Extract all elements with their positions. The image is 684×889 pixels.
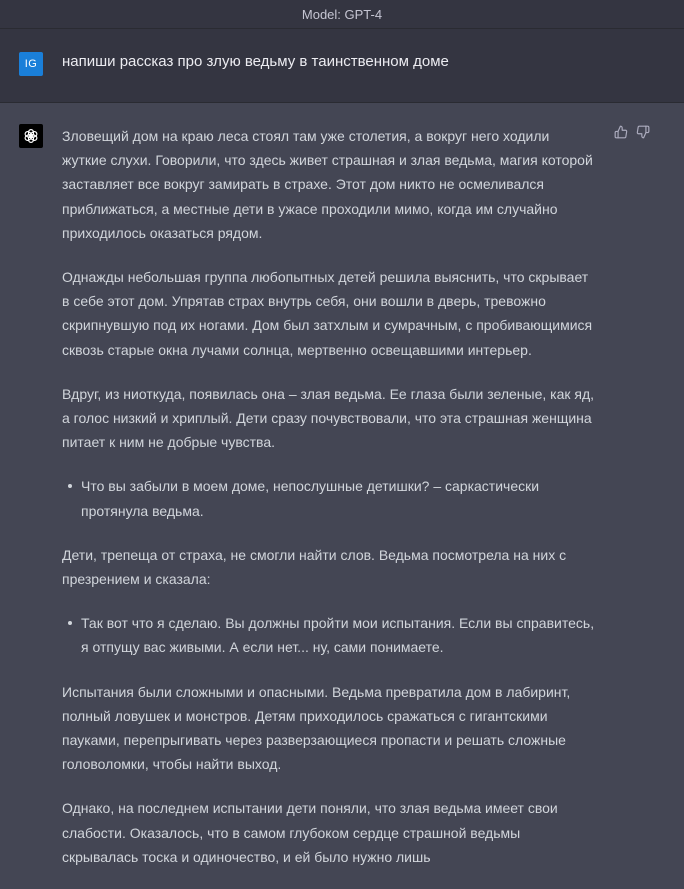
story-paragraph: Испытания были сложными и опасными. Ведьма превратила дом в лабиринт, полный ловушек и монстров. Детям приходилось сражаться с гигантскими пауками, перепрыгивать через разверзающиеся пропасти и решать сложные головоломки, чтобы найти выход. — [62, 683, 571, 773]
story-paragraph: Дети, трепеща от страха, не смогли найти слов. Ведьма посмотрела на них с презрением и сказала: — [62, 546, 567, 588]
story-paragraph: Зловещий дом на краю леса стоял там уже столетия, а вокруг него ходили жуткие слухи. Говорили, что здесь живет страшная и злая ведьма, магия которой заставляет все вокруг замирать в страхе. Этот дом никто не осмеливался приближаться, а местные дети в ужасе проходили мимо, когда им случайно приходилось оказаться рядом. — [62, 128, 593, 241]
thumbs-down-icon[interactable] — [636, 125, 650, 139]
model-label: Model: GPT-4 — [301, 6, 383, 22]
feedback-buttons — [614, 125, 650, 139]
model-bar — [0, 0, 684, 29]
assistant-message-content — [62, 124, 597, 889]
assistant-message — [0, 103, 684, 865]
story-paragraph: Однако, на последнем испытании дети поняли, что злая ведьма имеет свои слабости. Оказалось, что в самом глубоком сердце страшной ведьмы скрывалась тоска и одиночество, и ей было нужно лишь — [62, 800, 558, 865]
assistant-avatar — [19, 124, 43, 148]
story-paragraph: Однажды небольшая группа любопытных детей решила выяснить, что скрывает в себе этот дом. Упрятав страх внутрь себя, они вошли в дверь, тревожно скрипнувшую под их ногами. Дом был затхлым и сумрачным, с пробивающимися сквозь старые окна лучами солнца, мертвенно освещавшими интерьер. — [62, 269, 593, 358]
bullet-item: Что вы забыли в моем доме, непослушные детишки? – саркастически протянула ведьма. — [81, 474, 597, 522]
bullet-list — [62, 474, 597, 522]
user-message — [0, 29, 684, 103]
story-paragraph: Вдруг, из ниоткуда, появилась она – злая ведьма. Ее глаза были зеленые, как яд, а голос низкий и хриплый. Дети сразу почувствовали, что эта страшная женщина питает к ним не добрые чувства. — [62, 385, 595, 451]
user-message-text: напиши рассказ про злую ведьму в таинственном доме — [62, 53, 449, 70]
openai-logo-icon — [22, 127, 40, 145]
bullet-list — [62, 611, 597, 659]
thumbs-up-icon[interactable] — [614, 125, 628, 139]
user-avatar: IG — [19, 52, 43, 76]
bullet-item: Так вот что я сделаю. Вы должны пройти мои испытания. Если вы справитесь, я отпущу вас живыми. А если нет... ну, сами понимаете. — [81, 611, 597, 659]
